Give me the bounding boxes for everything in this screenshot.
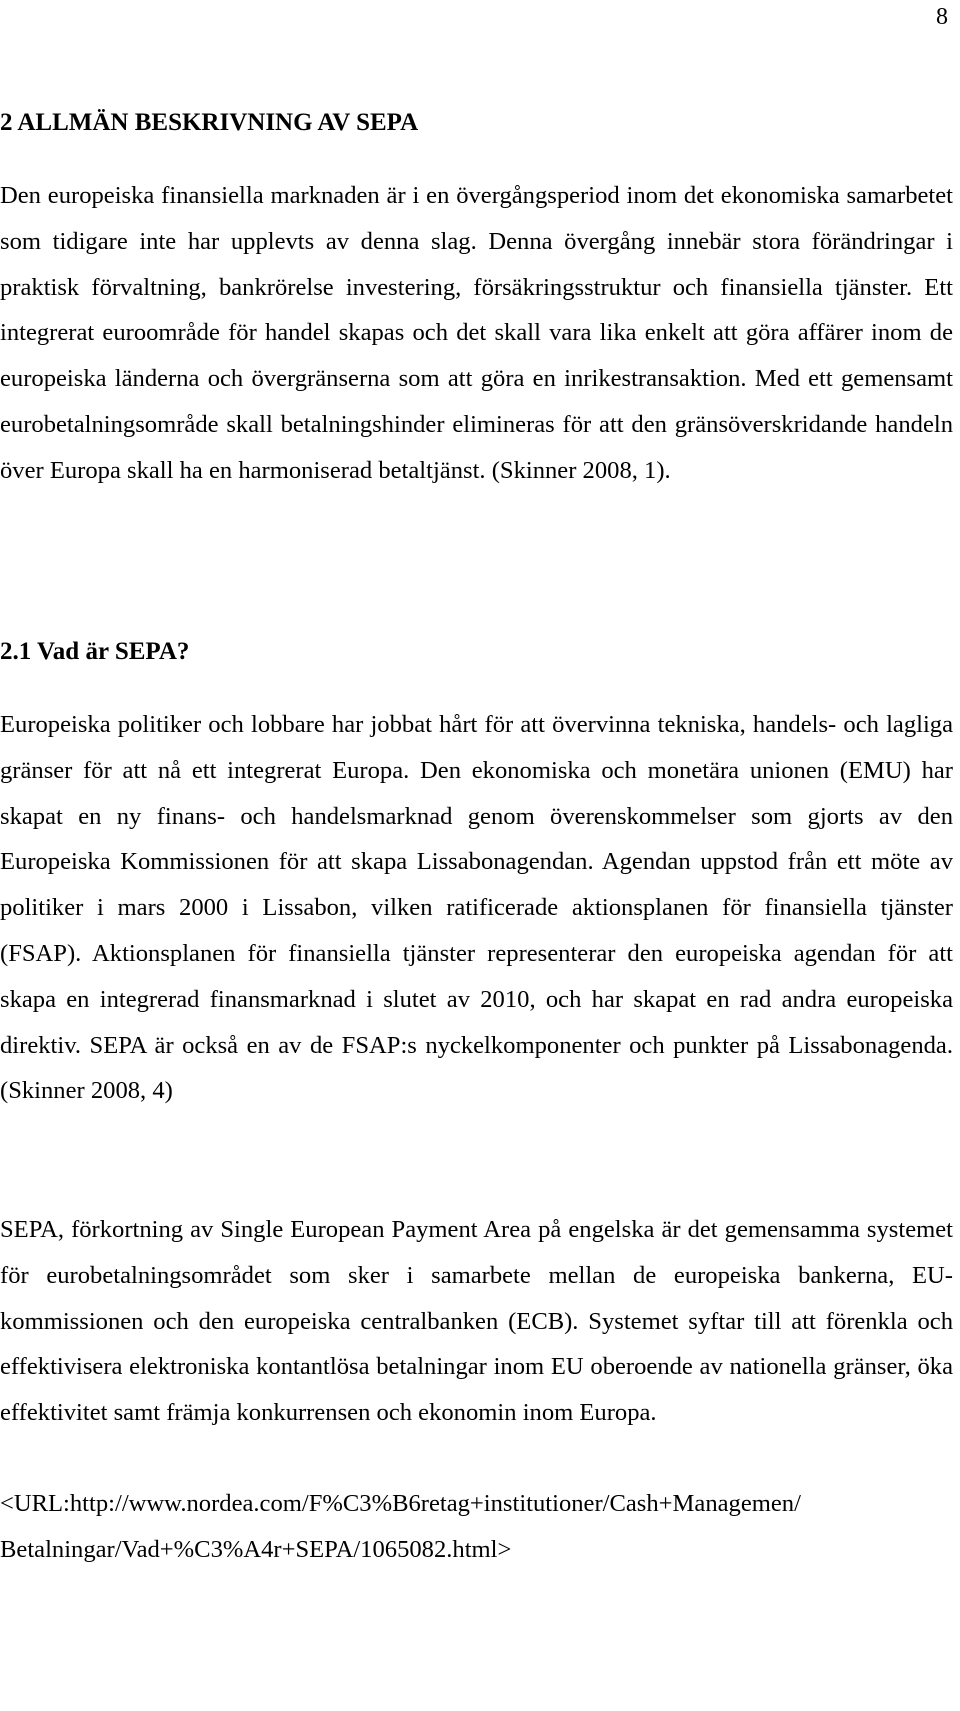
section-paragraph: Den europeiska finansiella marknaden är i en övergångsperiod inom det ekonomiska samarbetet som tidigare inte har upplevts av denna slag. Denna övergång innebär stora förändringar i praktisk förvaltning, bankrörelse investering, försäkringsstruktur och finansiella tjänster. Ett integrerat euroområde för handel skapas och det skall vara lika enkelt att göra affärer inom de europeiska länderna och övergränserna som att göra en inrikestransaktion. Med ett gemensamt eurobetalningsområde skall betalningshinder elimineras för att den gränsöverskridande handeln över Europa skall ha en harmoniserad betaltjänst. (Skinner 2008, 1). xyxy=(0,182,953,484)
subsection-paragraph-2: SEPA, förkortning av Single European Payment Area på engelska är det gemensamma systemet för eurobetalningsområdet som sker i samarbete mellan de europeiska bankerna, EU-kommissionen och den europeiska centralbanken (ECB). Systemet syftar till att förenkla och effektivisera elektroniska kontantlösa betalningar inom EU oberoende av nationella gränser, öka effektivitet samt främja konkurrensen och ekonomin inom Europa. xyxy=(0,1216,953,1427)
section-heading: 2 ALLMÄN BESKRIVNING AV SEPA xyxy=(0,109,419,136)
reference-url-line-1: <URL:http://www.nordea.com/F%C3%B6retag+institutioner/Cash+Managemen/ xyxy=(0,1490,801,1517)
subsection-heading: 2.1 Vad är SEPA? xyxy=(0,638,190,665)
reference-url-line-2: Betalningar/Vad+%C3%A4r+SEPA/1065082.html> xyxy=(0,1535,512,1563)
reference-url xyxy=(0,1481,953,1573)
page-number: 8 xyxy=(936,4,948,30)
subsection-paragraph-1: Europeiska politiker och lobbare har jobbat hårt för att övervinna tekniska, handels- och lagliga gränser för att nå ett integrerat Europa. Den ekonomiska och monetära unionen (EMU) har skapat en ny finans- och handelsmarknad genom överenskommelser som gjorts av den Europeiska Kommissionen för att skapa Lissabonagendan. Agendan uppstod från ett möte av politiker i mars 2000 i Lissabon, vilken ratificerade aktionsplanen för finansiella tjänster (FSAP). Aktionsplanen för finansiella tjänster representerar den europeiska agendan för att skapa en integrerad finansmarknad i slutet av 2010, och har skapat en rad andra europeiska direktiv. SEPA är också en av de FSAP:s nyckelkomponenter och punkter på Lissabonagenda. (Skinner 2008, 4) xyxy=(0,711,953,1105)
